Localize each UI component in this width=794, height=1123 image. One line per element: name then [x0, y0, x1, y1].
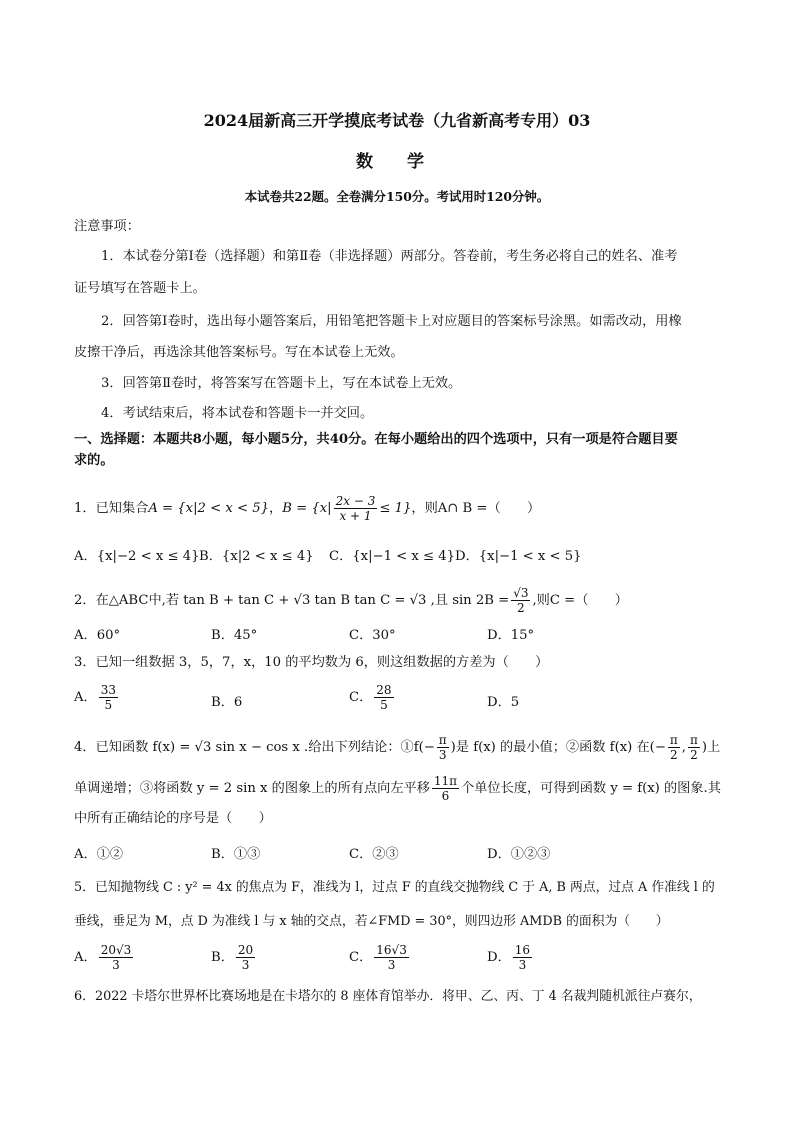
- q3-option-c-numerator: 28: [376, 683, 392, 697]
- q3-option-c-denominator: 5: [380, 698, 388, 712]
- q4-l1-fraction-3-numerator: π: [689, 733, 698, 747]
- q1-fraction-numerator: 2x − 3: [335, 494, 376, 508]
- question-2-stem: [74, 586, 628, 615]
- q5-option-a: [74, 943, 135, 972]
- q3-option-d: D．5: [487, 695, 520, 710]
- q5-option-d-fraction: [513, 943, 532, 972]
- q2-option-b: B．45°: [211, 628, 258, 643]
- q5-option-a-fraction: [99, 943, 134, 972]
- q3-option-a-denominator: 5: [104, 698, 113, 712]
- q3-option-b: B．6: [211, 695, 243, 710]
- note-1-line-1: 1．本试卷分第Ⅰ卷（选择题）和第Ⅱ卷（非选择题）两部分。答卷前，考生务必将自己的姓名、准考: [101, 249, 678, 264]
- page-title: 2024届新高三开学摸底考试卷（九省新高考专用）03: [203, 111, 591, 130]
- section-1-line-1: 一、选择题：本题共8小题，每小题5分，共40分。在每小题给出的四个选项中，只有一项是符合题目要: [74, 432, 678, 447]
- q4-option-c: C．②③: [349, 847, 399, 862]
- q2-option-c: C．30°: [349, 628, 396, 643]
- q3-option-c-fraction: [374, 683, 393, 712]
- q5-option-d: [487, 943, 534, 972]
- q3-option-a-numerator: 33: [100, 683, 116, 697]
- question-4-line-3: 中所有正确结论的序号是（ ）: [74, 811, 272, 826]
- section-1-line-2: 求的。: [74, 453, 114, 468]
- q1-option-a: A．{x|−2 < x ≤ 4}: [74, 549, 200, 564]
- q4-l1-fraction-1-numerator: π: [438, 733, 447, 747]
- note-1-line-2: 证号填写在答题卡上。: [74, 281, 206, 296]
- q5-option-d-numerator: 16: [514, 943, 531, 957]
- question-6-line-1: 6．2022 卡塔尔世界杯比赛场地是在卡塔尔的 8 座体育馆举办．将甲、乙、丙、丁 4 名裁判随机派往卢赛尔，: [74, 989, 702, 1004]
- q4-l1-fraction-3-denominator: 2: [690, 748, 698, 762]
- q4-option-b: B．①③: [211, 847, 261, 862]
- q1-fraction: [334, 494, 378, 523]
- subject-title: 数 学: [356, 152, 438, 172]
- question-4-line-2: [74, 774, 721, 803]
- q3-option-a-fraction: [99, 683, 118, 712]
- q4-l2-part-a: 单调递增；③将函数 y = 2 sin x 的图象上的所有点向左平移: [74, 781, 430, 796]
- q4-l2-fraction-denominator: 6: [441, 789, 450, 803]
- q2-post: ,则C =（ ）: [532, 593, 628, 608]
- q3-option-c-label: C．: [349, 690, 373, 705]
- q2-fraction: [511, 586, 530, 615]
- q5-option-b: [211, 943, 257, 972]
- question-3-stem: 3．已知一组数据 3，5，7，x，10 的平均数为 6，则这组数据的方差为（ ）: [74, 655, 549, 670]
- q1-separator: ，: [269, 501, 283, 516]
- q1-set-b-right: ≤ 1}: [379, 501, 412, 516]
- q4-l1-fraction-2-numerator: π: [669, 733, 678, 747]
- q4-l2-fraction: [432, 774, 459, 803]
- q1-set-a: A = {x|2 < x < 5}: [148, 501, 270, 516]
- q1-option-b: B．{x|2 < x ≤ 4}: [199, 549, 314, 564]
- question-5-line-2: 垂线，垂足为 M，点 D 为准线 l 与 x 轴的交点，若∠FMD = 30°，则四边形 AMDB 的面积为（ ）: [74, 914, 669, 929]
- notes-heading: 注意事项：: [74, 219, 140, 234]
- q2-fraction-numerator: √3: [513, 586, 529, 600]
- q1-post: ，则A∩ B =（ ）: [411, 501, 541, 516]
- note-2-line-1: 2．回答第Ⅰ卷时，选出每小题答案后，用铅笔把答题卡上对应题目的答案标号涂黑。如需改动，用橡: [101, 314, 682, 329]
- q2-option-d: D．15°: [487, 628, 535, 643]
- q2-fraction-denominator: 2: [517, 601, 525, 615]
- q5-option-d-label: D．: [487, 950, 511, 965]
- q5-option-a-denominator: 3: [112, 958, 120, 972]
- q5-option-d-denominator: 3: [518, 958, 527, 972]
- q4-option-a: A．①②: [74, 847, 124, 862]
- q3-option-a-label: A．: [74, 690, 97, 705]
- q1-option-c: C．{x|−1 < x ≤ 4}: [329, 549, 456, 564]
- q4-l1-fraction-2-denominator: 2: [670, 748, 678, 762]
- q1-pre: 1．已知集合: [74, 501, 149, 516]
- note-4: 4．考试结束后，将本试卷和答题卡一并交回。: [101, 406, 374, 421]
- q4-l1-part-d: )上: [701, 740, 721, 755]
- q1-set-b-left: B = {x|: [282, 501, 332, 516]
- q5-option-b-label: B．: [211, 950, 234, 965]
- q4-l1-part-b: )是 f(x) 的最小值；②函数 f(x) 在(−: [450, 740, 666, 755]
- q2-option-a: A．60°: [74, 628, 121, 643]
- q4-l1-fraction-3: [688, 733, 700, 762]
- question-4-line-1: [74, 733, 720, 762]
- q4-l2-fraction-numerator: 11π: [433, 774, 458, 788]
- exam-info: 本试卷共22题。全卷满分150分。考试用时120分钟。: [244, 189, 550, 204]
- q5-option-c-fraction: [374, 943, 409, 972]
- q5-option-a-numerator: 20√3: [100, 943, 132, 957]
- q5-option-c: [349, 943, 411, 972]
- q5-option-c-label: C．: [349, 950, 373, 965]
- q4-l2-part-b: 个单位长度，可得到函数 y = f(x) 的图象.其: [461, 781, 721, 796]
- q5-option-b-numerator: 20: [237, 943, 254, 957]
- q4-l1-fraction-1-denominator: 3: [438, 748, 447, 762]
- q5-option-b-denominator: 3: [241, 958, 250, 972]
- q3-option-c: [349, 683, 396, 712]
- q5-option-c-denominator: 3: [387, 958, 396, 972]
- q5-option-a-label: A．: [74, 950, 97, 965]
- q4-option-d: D．①②③: [487, 847, 551, 862]
- q5-option-b-fraction: [236, 943, 255, 972]
- q5-option-c-numerator: 16√3: [376, 943, 407, 957]
- question-5-line-1: 5．已知抛物线 C : y² = 4x 的焦点为 F，准线为 l，过点 F 的直线交抛物线 C 于 A, B 两点，过点 A 作准线 l 的: [74, 880, 715, 895]
- q4-l1-fraction-1: [437, 733, 449, 762]
- note-2-line-2: 皮擦干净后，再选涂其他答案标号。写在本试卷上无效。: [74, 345, 404, 360]
- q4-l1-part-a: 4．已知函数 f(x) = √3 sin x − cos x .给出下列结论：①f(−: [74, 740, 435, 755]
- note-3: 3．回答第Ⅱ卷时，将答案写在答题卡上，写在本试卷上无效。: [101, 376, 462, 391]
- q4-l1-comma: ,: [681, 740, 686, 755]
- q4-l1-fraction-2: [668, 733, 680, 762]
- q1-fraction-denominator: x + 1: [339, 509, 372, 523]
- q2-pre: 2．在△ABC中,若 tan B + tan C + √3 tan B tan C = √3 ,且 sin 2B =: [74, 593, 510, 608]
- q1-option-d: D．{x|−1 < x < 5}: [455, 549, 582, 564]
- question-1-stem: [74, 494, 540, 523]
- q3-option-a: [74, 683, 120, 712]
